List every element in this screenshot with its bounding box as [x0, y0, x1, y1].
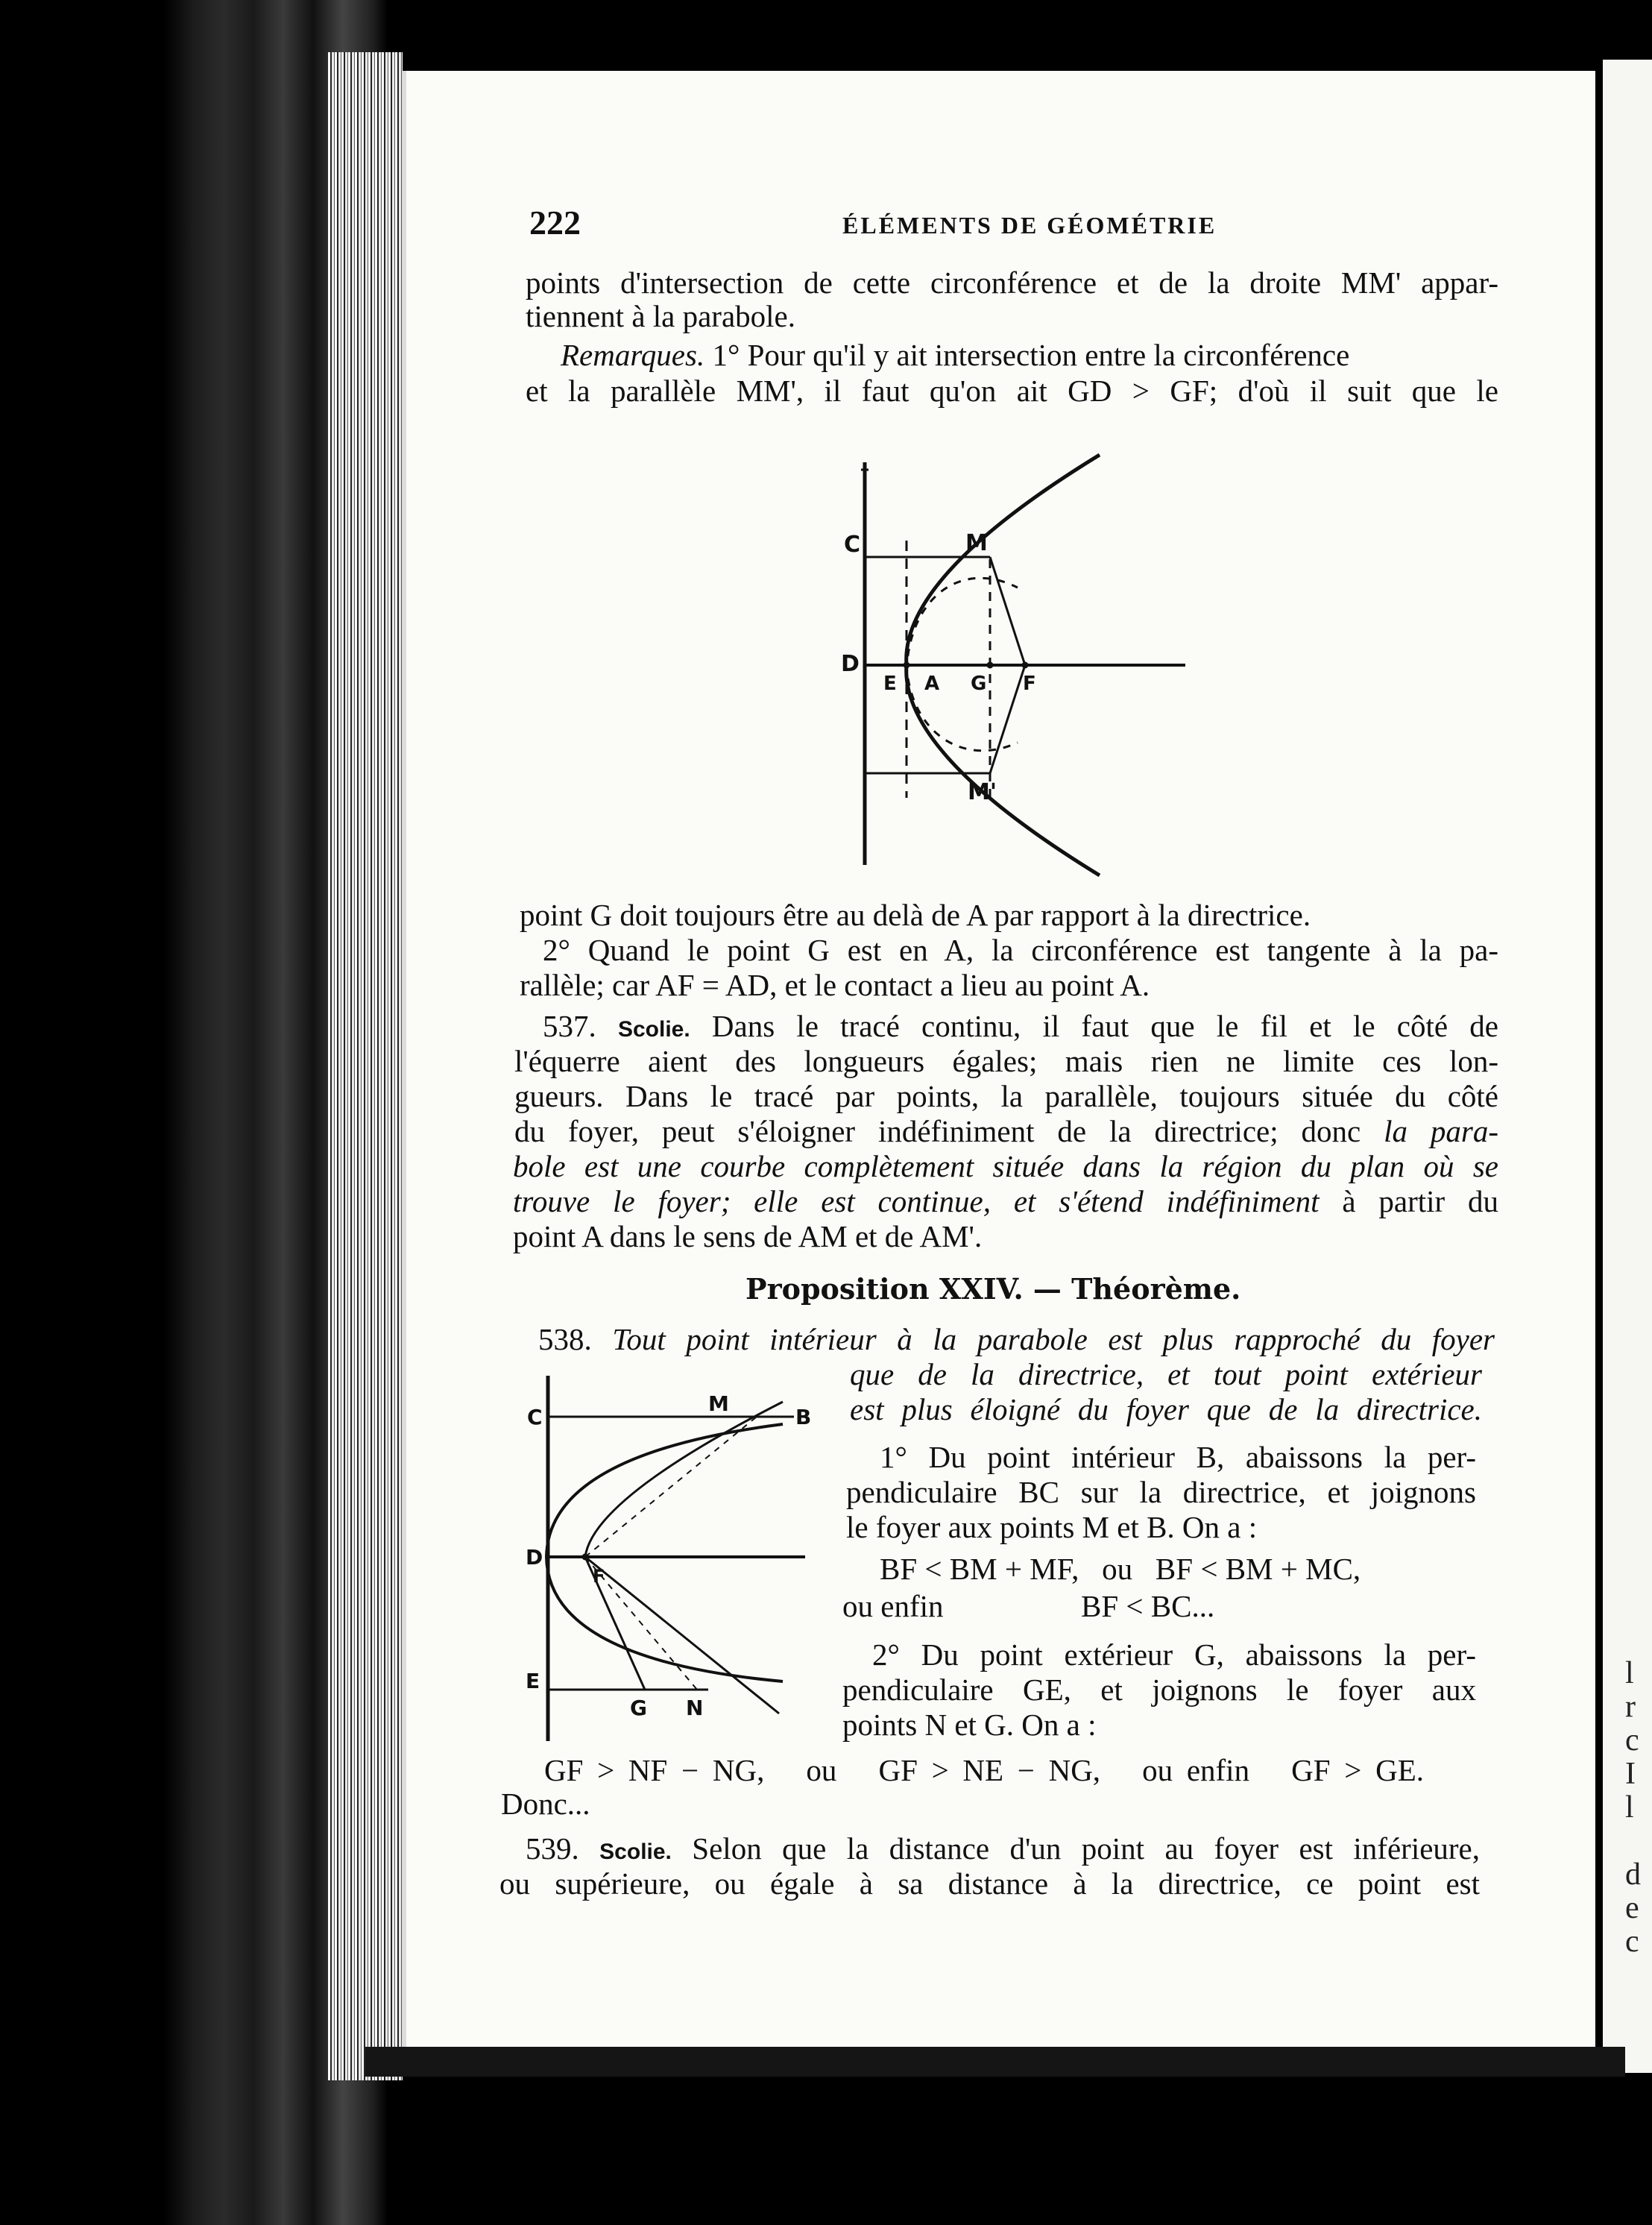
parabola-figure-1: [827, 447, 1200, 880]
page-header: [529, 203, 1498, 248]
theorem-line: [538, 1321, 1495, 1357]
label-g: G: [630, 1696, 647, 1720]
adjacent-letter: c: [1625, 1925, 1639, 1959]
proof-line: le foyer aux points M et B. On a :: [846, 1510, 1258, 1544]
text-line: ou supérieure, ou égale à sa distance à la directrice, ce point est: [499, 1866, 1480, 1901]
text-span: à partir du: [1319, 1184, 1498, 1218]
text-line: [514, 1113, 1498, 1149]
proof-line: 2° Du point extérieur G, abaissons la per-: [872, 1637, 1476, 1672]
point-f: [582, 1554, 588, 1560]
label-c: C: [844, 532, 861, 558]
page-number: 222: [529, 204, 581, 242]
page-edges: [328, 52, 403, 2080]
segment-mf: [990, 557, 1025, 665]
text-span: du foyer, peut s'éloigner indéfiniment de la directrice; donc: [514, 1114, 1384, 1148]
inequality-line: GF > NF − NG, ou GF > NE − NG, ou enfin GF > GE.: [544, 1753, 1424, 1787]
scolie-number: 539.: [526, 1831, 579, 1866]
adjacent-letter: l: [1625, 1790, 1634, 1825]
proof-line: 1° Du point intérieur B, abaissons la per-: [880, 1440, 1476, 1474]
text-line: tiennent à la parabole.: [526, 299, 795, 333]
text-line: rallèle; car AF = AD, et le contact a lieu au point A.: [520, 968, 1150, 1002]
scolie-label: Scolie.: [617, 1017, 690, 1042]
proof-line: BF < BM + MF, ou BF < BM + MC,: [880, 1552, 1361, 1586]
proof-line: pendiculaire GE, et joignons le foyer aux: [842, 1672, 1476, 1707]
label-f: F: [1023, 673, 1036, 695]
label-n: N: [686, 1696, 704, 1720]
text-line: gueurs. Dans le tracé par points, la parallèle, toujours située du côté: [514, 1079, 1498, 1113]
label-m: M: [708, 1391, 729, 1416]
proof-line: BF < BC...: [1081, 1589, 1215, 1623]
adjacent-letter: l: [1625, 1656, 1634, 1690]
scolie-text: Selon que la distance d'un point au foyer est inférieure,: [671, 1831, 1481, 1866]
label-m-prime: M': [968, 779, 997, 805]
label-m: M: [965, 530, 988, 556]
text-line: l'équerre aient des longueurs égales; mais rien ne limite ces lon-: [514, 1044, 1498, 1078]
text-line: point A dans le sens de AM et de AM'.: [513, 1219, 983, 1253]
remarks-text: 1° Pour qu'il y ait intersection entre la circonférence: [704, 338, 1350, 372]
point-g: [987, 662, 993, 668]
text-line: [513, 1183, 1498, 1219]
text-line: bole est une courbe complètement située dans la région du plan où se: [513, 1149, 1498, 1183]
proof-line: pendiculaire BC sur la directrice, et joignons: [846, 1475, 1476, 1509]
text-line: points d'intersection de cette circonférence et de la droite MM' appar-: [526, 265, 1498, 300]
proof-line: ou enfin: [842, 1589, 944, 1623]
segment-fm: [585, 1417, 757, 1557]
segment-m2f: [990, 665, 1025, 773]
adjacent-letter: I: [1625, 1757, 1636, 1791]
label-g: G: [971, 673, 987, 695]
adjacent-letter: c: [1625, 1723, 1639, 1757]
label-f: F: [593, 1566, 605, 1587]
label-b: B: [795, 1405, 812, 1429]
label-e: E: [526, 1669, 540, 1693]
scolie-label: Scolie.: [599, 1840, 672, 1864]
adjacent-page: [1603, 60, 1652, 2073]
remarks-line: [561, 337, 1349, 373]
scolie-number: 537.: [543, 1009, 596, 1043]
label-a: A: [924, 673, 940, 695]
page-shadow: [365, 2047, 1625, 2077]
adjacent-letter: e: [1625, 1891, 1639, 1925]
label-e: E: [883, 673, 897, 695]
text-line: 2° Quand le point G est en A, la circonférence est tangente à la pa-: [543, 933, 1498, 967]
theorem-line: est plus éloigné du foyer que de la directrice.: [850, 1392, 1482, 1426]
adjacent-letter: d: [1625, 1857, 1641, 1892]
label-c: C: [527, 1405, 543, 1429]
adjacent-letter: r: [1625, 1690, 1636, 1724]
theorem-line: que de la directrice, et tout point extérieur: [850, 1357, 1482, 1391]
theorem-text: Tout point intérieur à la parabole est plus rapproché du foyer: [612, 1322, 1495, 1356]
label-d: D: [841, 651, 860, 677]
scolie-539-line: [526, 1831, 1480, 1870]
scolie-537-line: [543, 1008, 1498, 1048]
proof-line: points N et G. On a :: [842, 1708, 1097, 1742]
text-line: point G doit toujours être au delà de A par rapport à la directrice.: [520, 898, 1311, 932]
text-span-italic: trouve le foyer; elle est continue, et s'étend indéfiniment: [513, 1184, 1320, 1218]
text-span-italic: la para-: [1384, 1114, 1499, 1148]
text-line: Donc...: [501, 1787, 590, 1821]
running-title: ÉLÉMENTS DE GÉOMÉTRIE: [842, 212, 1217, 239]
parabola-figure-2: [518, 1365, 831, 1752]
text-line: et la parallèle MM', il faut qu'on ait GD > GF; d'où il suit que le: [526, 374, 1498, 408]
theorem-number: 538.: [538, 1322, 592, 1356]
remarks-label: Remarques.: [561, 338, 705, 372]
parabola-curve: [546, 1424, 783, 1681]
proposition-heading: Proposition XXIV. — Théorème.: [745, 1272, 1241, 1306]
point-a: [904, 662, 909, 668]
point-f: [1022, 662, 1028, 668]
scolie-text: Dans le tracé continu, il faut que le fil et le côté de: [690, 1009, 1498, 1043]
label-d: D: [526, 1545, 543, 1570]
